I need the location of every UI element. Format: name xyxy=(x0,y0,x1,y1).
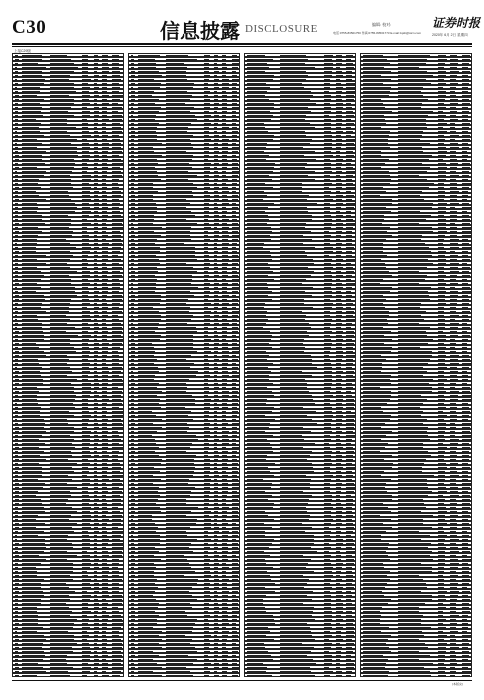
continued-label: 上接C29版 xyxy=(14,49,31,53)
footer-rule xyxy=(12,680,472,681)
table-row xyxy=(12,673,124,677)
table-row xyxy=(244,673,356,677)
table-cell xyxy=(438,675,447,677)
table-cell xyxy=(112,675,121,677)
table-cell xyxy=(346,675,352,677)
table-cell xyxy=(462,675,471,677)
table-cell xyxy=(336,675,342,677)
table-row xyxy=(128,673,240,677)
table-cell xyxy=(15,675,19,677)
table-cell xyxy=(398,675,431,677)
table-column-2 xyxy=(128,53,240,680)
section-title: 信息披露 xyxy=(160,19,240,43)
table-row xyxy=(360,673,472,677)
table-cell xyxy=(166,675,194,677)
table-cell xyxy=(102,675,109,677)
table-cell xyxy=(214,675,219,677)
disclosure-tables xyxy=(12,53,473,680)
table-cell xyxy=(450,675,456,677)
table-cell xyxy=(82,675,88,677)
table-cell xyxy=(363,675,388,677)
masthead-rule-thick xyxy=(12,43,472,45)
table-cell xyxy=(232,675,238,677)
table-cell xyxy=(324,675,330,677)
end-note: (本版完) xyxy=(452,682,463,686)
table-cell xyxy=(131,675,134,677)
page-code: C30 xyxy=(12,17,47,38)
section-title-english: DISCLOSURE xyxy=(245,23,318,35)
table-cell xyxy=(222,675,228,677)
masthead-rule-thin xyxy=(12,46,472,47)
table-column-3 xyxy=(244,53,356,680)
issue-date: 2020年 6月 2日 星期四 xyxy=(432,33,468,37)
table-cell xyxy=(22,675,38,677)
table-column-1 xyxy=(12,53,124,680)
masthead xyxy=(0,0,484,44)
table-cell xyxy=(138,675,162,677)
table-cell xyxy=(94,675,99,677)
table-cell xyxy=(204,675,210,677)
table-cell xyxy=(50,675,70,677)
table-column-4 xyxy=(360,53,472,680)
table-cell xyxy=(247,675,273,677)
contact-line: 电话:0755-83501750 传真:0755-83501773 E-mail:zqsb@stcn.com xyxy=(333,31,422,35)
newspaper-logo: 证券时报 xyxy=(432,16,481,30)
editor-credit: 编辑: 校对: xyxy=(372,22,392,27)
table-cell xyxy=(280,675,315,677)
